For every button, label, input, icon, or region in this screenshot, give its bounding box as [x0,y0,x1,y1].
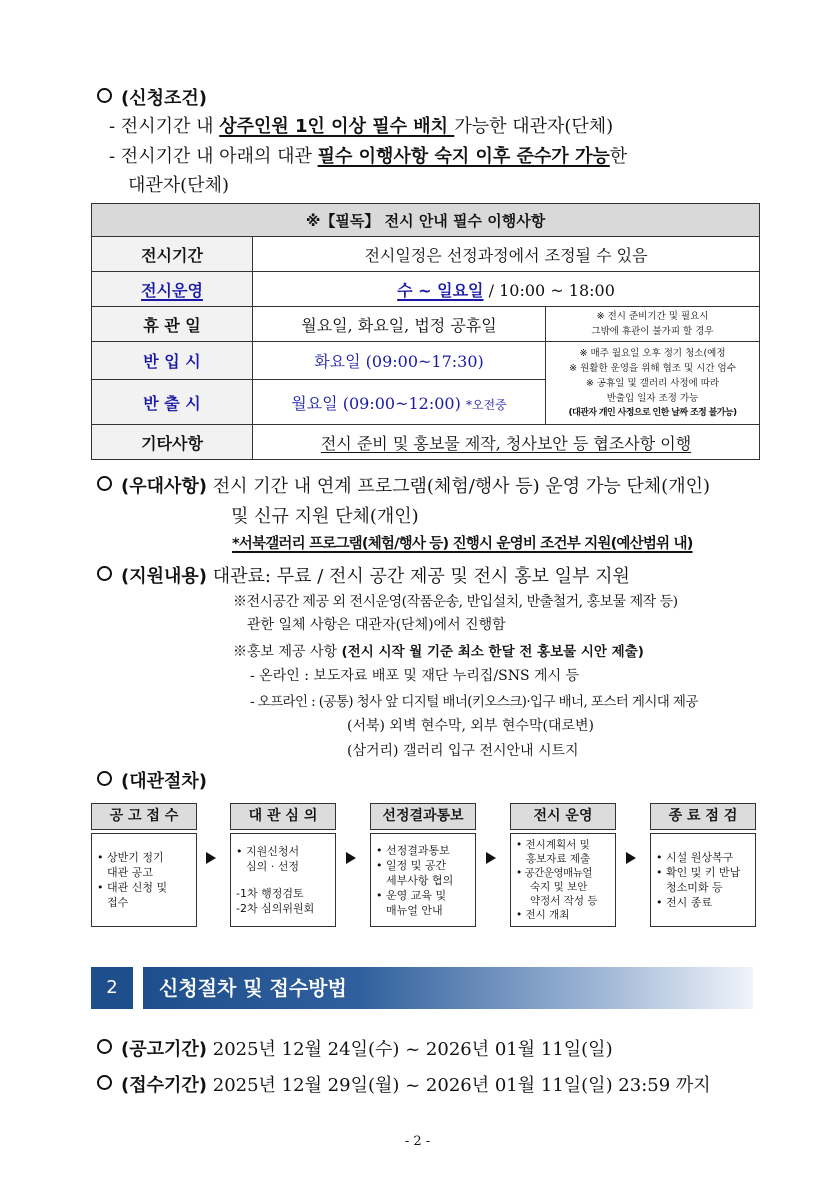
etc-value: 전시 준비 및 홍보물 제작, 청사보안 등 협조사항 이행 [320,433,692,453]
pref-text-2: 및 신규 지원 단체(개인) [231,506,419,527]
support-offline-1: - 오프라인 : (공통) 청사 앞 디지털 배너(키오스크)·입구 배너, 포스터 게시대 제공 [250,694,698,710]
step-line: • 운영 교육 및 [376,888,447,902]
row-label-etc: 기타사항 [92,425,253,460]
cond-line-3: 대관자(단체) [128,175,229,196]
closed-note-2: 그밖에 휴관이 불가피 할 경우 [591,326,714,337]
step-title: 전시 운영 [510,803,616,830]
support-note-2 [233,640,644,661]
support-heading: (지원내용) [121,566,208,587]
arrow-right-icon [206,852,216,864]
step-line: • 전시 종료 [656,896,712,909]
row-value-out [253,380,546,425]
procedure-heading-line [97,767,207,793]
procedure-step-3 [370,803,476,927]
support-note-2-emphasis: (전시 시작 월 기준 최소 한달 전 홍보물 시안 제출) [341,644,644,660]
closed-note-1: ※ 전시 준비기간 및 필요시 [596,311,709,322]
support-note-1b: 관한 일체 사항은 대관자(단체)에서 진행함 [247,617,506,633]
cond-heading-line [97,84,207,110]
step-body [91,833,197,927]
inout-note-5: (대관자 개인 사정으로 인한 날짜 조정 불가능) [568,407,737,418]
support-note-2-pre: ※홍보 제공 사항 [233,644,342,660]
ops-days: 수 ~ 일요일 [397,280,484,300]
support-line-1 [97,562,630,588]
circle-bullet-icon [97,1039,112,1054]
inout-note-2: ※ 원활한 운영을 위해 협조 및 시간 엄수 [569,362,736,374]
step-line: 세부사항 협의 [386,873,454,887]
step-body [370,833,476,927]
cond-line-2 [109,142,627,168]
procedure-heading: (대관절차) [121,771,208,792]
out-note: *오전중 [465,397,507,412]
pref-text-1: 전시 기간 내 연계 프로그램(체험/행사 등) 운영 가능 단체(개인) [212,476,710,497]
support-note-1a: ※전시공간 제공 외 전시운영(작품운송, 반입설치, 반출철거, 홍보물 제작 등) [233,594,678,610]
ops-time: / 10:00 ~ 18:00 [483,280,615,300]
cond-l1-pre: - 전시기간 내 [109,116,220,137]
circle-bullet-icon [97,88,112,103]
step-line: 접수 [107,896,129,909]
cond-l2-pre: - 전시기간 내 아래의 대관 [109,146,318,167]
step-line: • 상반기 정기 [97,851,164,864]
receipt-period-text: 2025년 12월 29일(월) ~ 2026년 01월 11일(일) 23:59 까지 [212,1075,711,1096]
row-note-inout [546,342,760,425]
row-note-closed [546,307,760,342]
section-title: 신청절차 및 접수방법 [159,976,347,1000]
section-2-banner [91,967,753,1009]
cond-l2-emphasis: 필수 이행사항 숙지 이후 준수가 가능 [317,146,610,167]
cond-line-1 [109,112,613,138]
pref-heading: (우대사항) [121,476,208,497]
support-offline-2: (서북) 외벽 현수막, 외부 현수막(대로변) [347,718,594,734]
step-line: 매뉴얼 안내 [386,903,443,917]
step-body [510,833,616,927]
row-value-etc [253,425,760,460]
step-line: • 지원신청서 [236,845,300,858]
notice-period-text: 2025년 12월 24일(수) ~ 2026년 01월 11일(일) [212,1039,613,1060]
row-value-ops [253,272,760,307]
step-line: • 전시계획서 및 [516,839,590,851]
support-text-1: 대관료: 무료 / 전시 공간 제공 및 전시 홍보 일부 지원 [212,566,630,587]
row-label-ops: 전시운영 [92,272,253,307]
row-value-in: 화요일 (09:00~17:30) [253,342,546,380]
notice-period-heading: (공고기간) [121,1039,208,1060]
row-value-closed: 월요일, 화요일, 법정 공휴일 [253,307,546,342]
step-line: 숙지 및 보안 [530,881,588,893]
support-online: - 온라인 : 보도자료 배포 및 재단 누리집/SNS 게시 등 [250,668,580,684]
cond-l1-emphasis: 상주인원 1인 이상 필수 배치 [219,116,455,137]
circle-bullet-icon [97,1075,112,1090]
step-line: • 선정결과통보 [376,843,450,857]
step-title: 종 료 점 검 [650,803,756,830]
receipt-period-heading: (접수기간) [121,1075,208,1096]
step-line: • 대관 신청 및 [97,881,168,894]
procedure-step-5 [650,803,756,927]
procedure-step-2 [230,803,336,927]
step-line: 청소미화 등 [666,881,723,894]
step-title: 선정결과통보 [370,803,476,830]
step-body [650,833,756,927]
out-value: 월요일 (09:00~12:00) [291,393,461,413]
row-label-period: 전시기간 [92,237,253,272]
circle-bullet-icon [97,771,112,786]
arrow-right-icon [346,852,356,864]
notice-period-line [97,1035,613,1061]
step-title: 공 고 접 수 [91,803,197,830]
step-line: • 일정 및 공간 [376,858,447,872]
step-line: • 공간운영매뉴얼 [516,867,593,879]
receipt-period-line [97,1071,711,1097]
table-header: ※【필독】 전시 안내 필수 이행사항 [92,204,760,237]
step-line: -2차 심의위원회 [236,902,315,915]
step-body [230,833,336,927]
step-line [236,874,330,886]
row-label-in: 반 입 시 [92,342,253,380]
cond-l2-post: 한 [609,146,628,167]
circle-bullet-icon [97,566,112,581]
row-label-closed: 휴 관 일 [92,307,253,342]
pref-line-1 [97,472,710,498]
step-line: • 시설 원상복구 [656,851,734,864]
step-line: 홍보자료 제출 [526,853,591,865]
step-line: 심의 · 선정 [246,860,299,873]
arrow-right-icon [486,852,496,864]
circle-bullet-icon [97,476,112,491]
pref-text-3: *서북갤러리 프로그램(체험/행사 등) 진행시 운영비 조건부 지원(예산범위 내) [232,536,693,552]
arrow-right-icon [626,852,636,864]
row-label-out: 반 출 시 [92,380,253,425]
inout-note-1: ※ 매주 월요일 오후 정기 청소(예정 [579,347,726,359]
step-line: -1차 행정검토 [236,887,304,900]
cond-heading: (신청조건) [121,88,208,109]
procedure-step-1 [91,803,197,927]
inout-note-4: 반출입 일자 조정 가능 [606,392,699,404]
notice-table [91,203,760,460]
step-line: • 확인 및 키 반납 [656,866,741,879]
step-title: 대 관 심 의 [230,803,336,830]
cond-l1-post: 가능한 대관자(단체) [454,116,614,137]
row-value-period: 전시일정은 선정과정에서 조정될 수 있음 [253,237,760,272]
section-number: 2 [91,967,133,1009]
page-number: - 2 - [404,1134,431,1149]
procedure-step-4 [510,803,616,927]
inout-note-3: ※ 공휴일 및 갤러리 사정에 따라 [585,377,720,389]
step-line: • 전시 개최 [516,909,570,921]
support-offline-3: (삼거리) 갤러리 입구 전시안내 시트지 [347,743,579,759]
step-line: 대관 공고 [107,866,154,879]
step-line: 약정서 작성 등 [530,895,598,907]
